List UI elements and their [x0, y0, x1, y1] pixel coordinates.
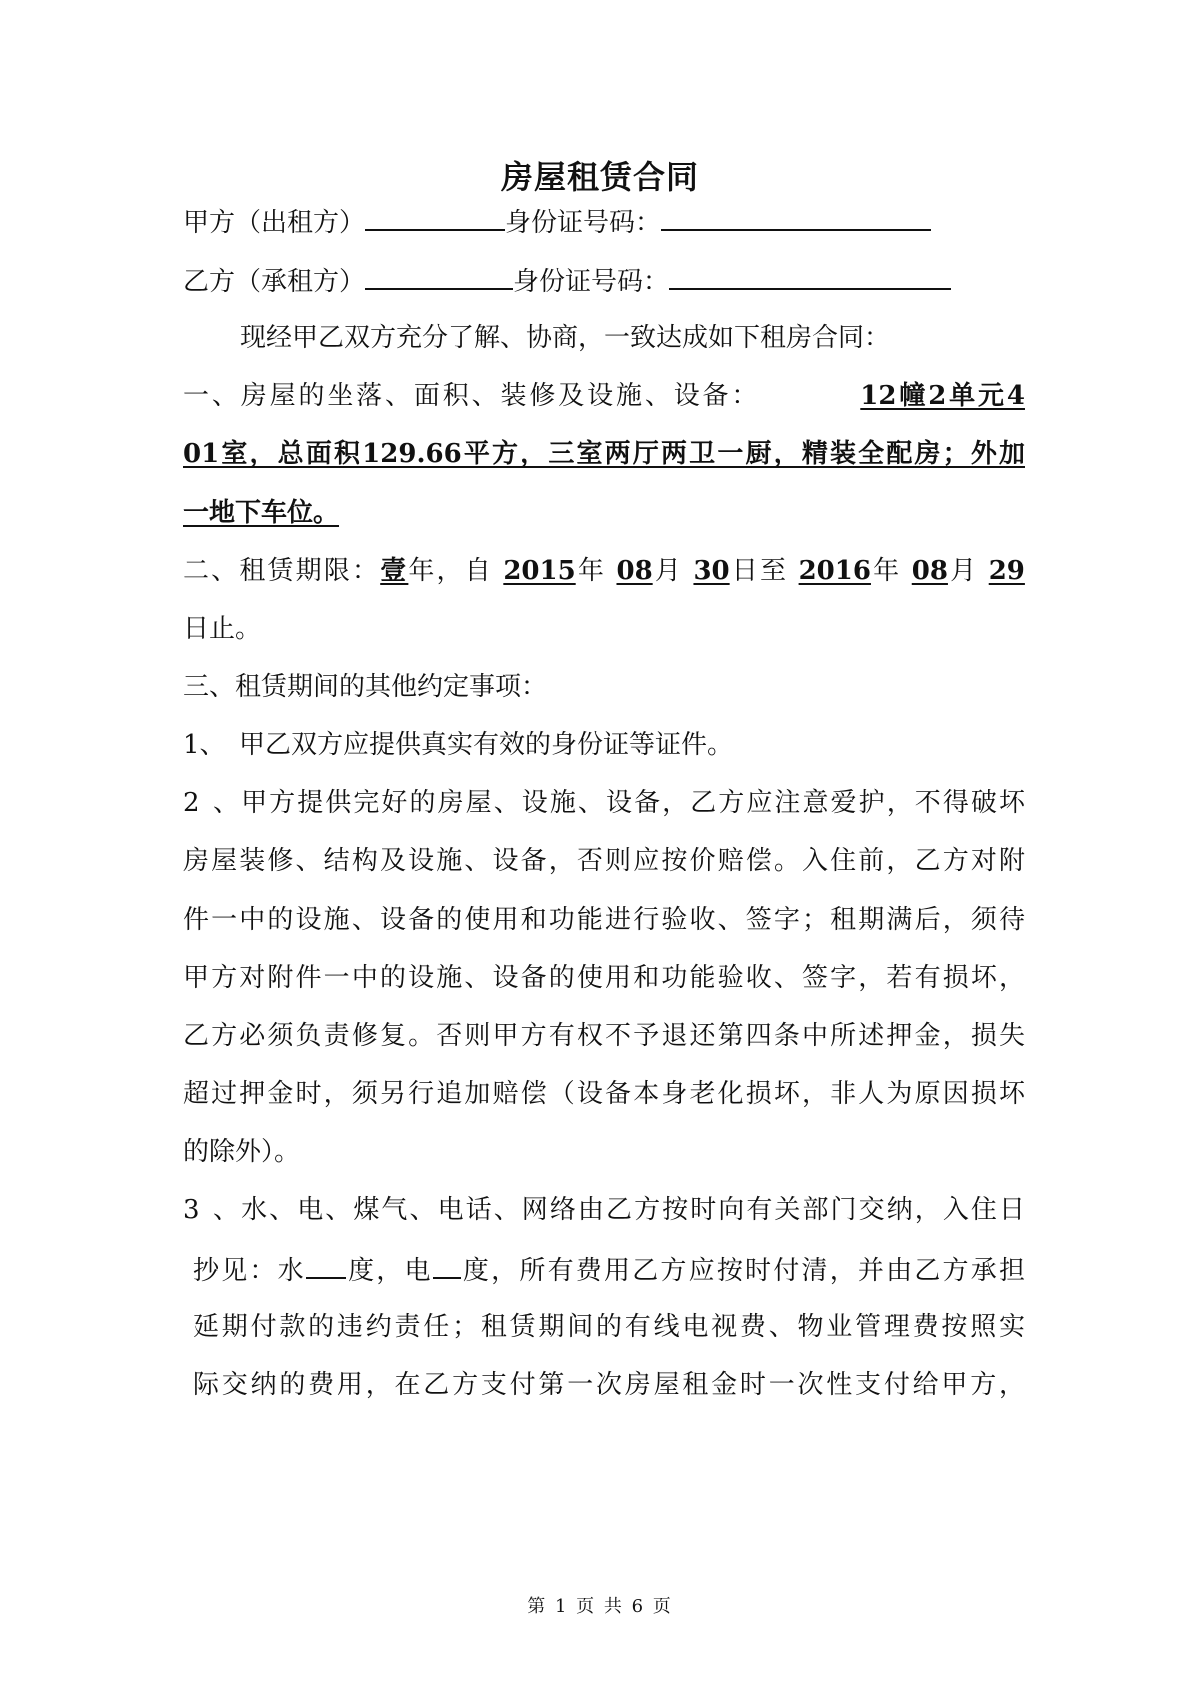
party-a-id-blank [661, 203, 931, 231]
start-year: 2015 [503, 556, 576, 586]
end-month: 08 [911, 556, 948, 586]
item-2-number: 2、 [183, 788, 239, 818]
party-b-line [183, 262, 951, 300]
clause-1-line-1 [183, 378, 1025, 414]
item-2-line-4: 甲方对附件一中的设施、设备的使用和功能验收、签字，若有损坏， [183, 963, 1025, 993]
water-reading-blank [306, 1251, 346, 1279]
clause-1-prefix: 一、房屋的坐落、面积、装修及设施、设备： [183, 381, 761, 411]
item-3-line-4: 际交纳的费用，在乙方支付第一次房屋租金时一次性支付给甲方， [193, 1370, 1025, 1400]
start-month: 08 [616, 556, 653, 586]
item-3-line-1: 3、水、电、煤气、电话、网络由乙方按时向有关部门交纳，入住日 [183, 1192, 1025, 1228]
item-3-line-2: 抄见：水 度，电 度，所有费用乙方应按时付清，并由乙方承担 [193, 1251, 1025, 1289]
party-b-name-blank [365, 262, 513, 290]
party-b-label: 乙方（承租方） [183, 267, 366, 297]
end-day: 29 [988, 556, 1025, 586]
clause-2-line-1: 二、租赁期限：壹年，自 2015年 08月 30日至 2016年 08月 29 [183, 556, 1025, 586]
electricity-reading-blank [433, 1251, 461, 1279]
page-footer: 第 1 页 共 6 页 [527, 1596, 673, 1617]
item-2-line-3: 件一中的设施、设备的使用和功能进行验收、签字；租期满后，须待 [183, 905, 1025, 935]
party-a-name-blank [365, 203, 505, 231]
item-2-line-5: 乙方必须负责修复。否则甲方有权不予退还第四条中所述押金，损失 [183, 1021, 1025, 1051]
start-day: 30 [693, 556, 730, 586]
party-b-id-blank [669, 262, 951, 290]
end-year: 2016 [798, 556, 871, 586]
clause-2-line-2: 日止。 [183, 614, 262, 644]
party-a-line [183, 203, 931, 241]
clause-1-line-3: 一地下车位。 [183, 498, 340, 528]
lease-term: 壹 [380, 556, 409, 586]
item-2-line-6: 超过押金时，须另行追加赔偿（设备本身老化损坏，非人为原因损坏 [183, 1079, 1025, 1109]
item-3-number: 3、 [183, 1195, 239, 1225]
item-1-number: 1、 [183, 730, 226, 760]
clause-1-line-2: 01室，总面积129.66平方，三室两厅两卫一厨，精装全配房；外加 [183, 439, 1025, 469]
clause-1-location: 12幢2单元4 [860, 381, 1025, 411]
item-2-line-1: 2、甲方提供完好的房屋、设施、设备，乙方应注意爱护，不得破坏 [183, 785, 1025, 821]
party-a-label: 甲方（出租方） [183, 208, 366, 238]
item-1-text: 甲乙双方应提供真实有效的身份证等证件。 [239, 730, 734, 760]
document-title: 房屋租赁合同 [500, 158, 699, 196]
party-a-id-label: 身份证号码： [505, 208, 662, 238]
item-2-line-2: 房屋装修、结构及设施、设备，否则应按价赔偿。入住前，乙方对附 [183, 846, 1025, 876]
clause-2-prefix: 二、租赁期限： [183, 556, 381, 586]
item-1 [183, 727, 733, 763]
clause-3-heading: 三、租赁期间的其他约定事项： [183, 672, 548, 702]
party-b-id-label: 身份证号码： [513, 267, 670, 297]
intro-paragraph: 现经甲乙双方充分了解、协商，一致达成如下租房合同： [240, 323, 891, 353]
item-3-line-3: 延期付款的违约责任；租赁期间的有线电视费、物业管理费按照实 [193, 1312, 1025, 1342]
item-2-line-7: 的除外）。 [183, 1137, 301, 1167]
